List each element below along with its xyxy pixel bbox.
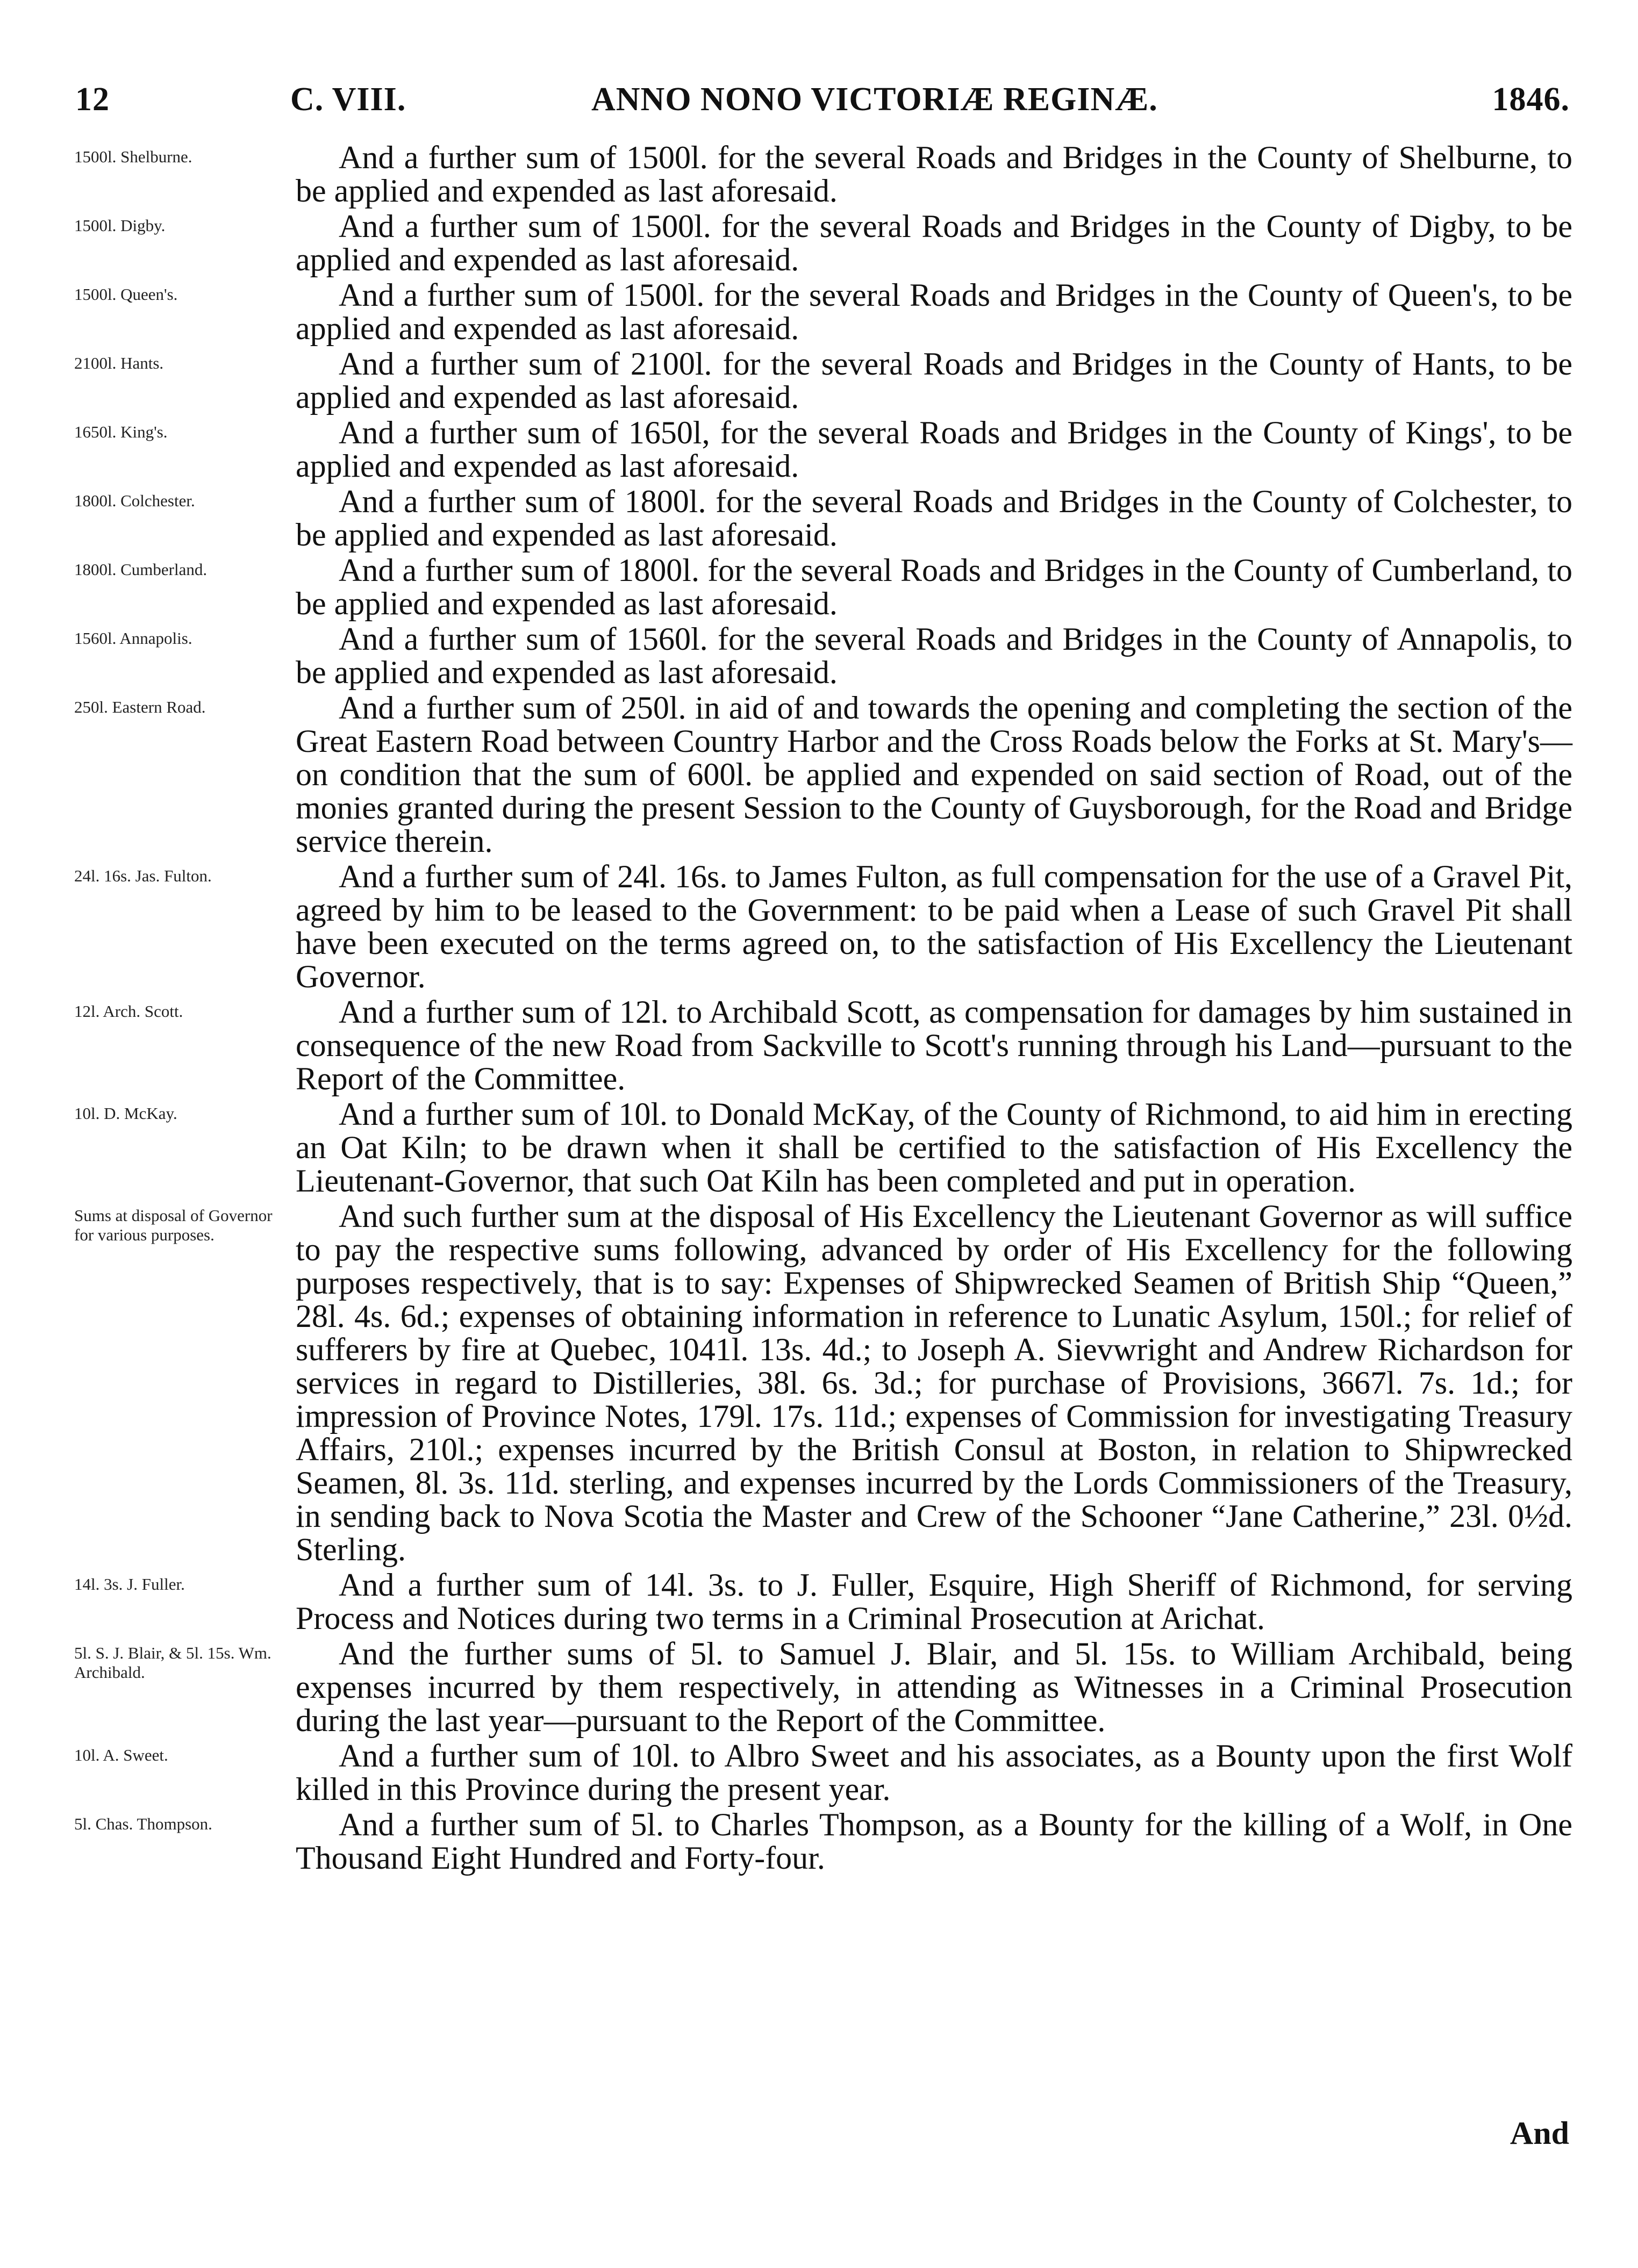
entry-hants	[0, 347, 1638, 414]
entry-text: And a further sum of 1800l. for the several Roads and Bridges in the County of Colchester, to be applied and expended as last aforesaid.	[296, 484, 1572, 552]
entry-text: And a further sum of 14l. 3s. to J. Fuller, Esquire, High Sheriff of Richmond, for serving Process and Notices during two terms in a Criminal Prosecution at Arichat.	[296, 1567, 1572, 1636]
margin-note: 12l. Arch. Scott.	[74, 1002, 183, 1021]
margin-note: 1800l. Colchester.	[74, 491, 195, 510]
margin-note: 5l. S. J. Blair, & 5l. 15s. Wm. Archibald.	[74, 1643, 271, 1682]
margin-note: 1500l. Queen's.	[74, 285, 178, 304]
margin-note: 1500l. Shelburne.	[74, 147, 192, 166]
entry-text: And a further sum of 24l. 16s. to James Fulton, as full compensation for the use of a Gravel Pit, agreed by him to be leased to the Government: to be paid when a Lease of such Gravel Pit shall have been executed on the terms agreed on, to the satisfaction of His Excellency the Lieutenant Governor.	[296, 859, 1572, 994]
entry-d-mckay	[0, 1097, 1638, 1197]
entry-text: And such further sum at the disposal of His Excellency the Lieutenant Governor as will suffice to pay the respective sums following, advanced by order of His Excellency for the following purposes respectively, that is to say: Expenses of Shipwrecked Seamen of British Ship “Queen,” 28l. 4s. 6d.; expenses of obtaining information in reference to Lunatic Asylum, 150l.; for relief of sufferers by fire at Quebec, 1041l. 13s. 4d.; to Joseph A. Sievwright and Andrew Richardson for services in regard to Distilleries, 38l. 6s. 3d.; for purchase of Provisions, 3667l. 7s. 1d.; for impression of Province Notes, 179l. 17s. 11d.; expenses of Commission for investigating Treasury Affairs, 210l.; expenses incurred by the British Consul at Boston, in relation to Shipwrecked Seamen, 8l. 3s. 11d. sterling, and expenses incurred by the Lords Commissioners of the Treasury, in sending back to Nova Scotia the Master and Crew of the Schooner “Jane Catherine,” 23l. 0½d. Sterling.	[296, 1198, 1572, 1567]
margin-note: 1650l. King's.	[74, 422, 168, 441]
entry-annapolis	[0, 622, 1638, 689]
margin-note: 5l. Chas. Thompson.	[74, 1814, 212, 1833]
entry-eastern-road	[0, 691, 1638, 858]
catchword: And	[1510, 2115, 1569, 2151]
entry-text: And a further sum of 10l. to Donald McKay, of the County of Richmond, to aid him in erecting an Oat Kiln; to be drawn when it shall be certified to the satisfaction of His Excellency the Lieutenant-Governor, that such Oat Kiln has been completed and put in operation.	[296, 1096, 1572, 1198]
margin-note: 1800l. Cumberland.	[74, 560, 208, 579]
entry-text: And a further sum of 1800l. for the several Roads and Bridges in the County of Cumberland, to be applied and expended as last aforesaid.	[296, 552, 1572, 621]
entry-shelburne	[0, 141, 1638, 207]
page-number: 12	[75, 81, 110, 118]
margin-note: 1560l. Annapolis.	[74, 629, 192, 648]
entry-text: And a further sum of 10l. to Albro Sweet and his associates, as a Bounty upon the first Wolf killed in this Province during the present year.	[296, 1738, 1572, 1807]
margin-note: 1500l. Digby.	[74, 216, 166, 235]
entry-cumberland	[0, 554, 1638, 620]
entry-text: And a further sum of 1500l. for the several Roads and Bridges in the County of Shelburne, to be applied and expended as last aforesaid.	[296, 140, 1572, 209]
margin-note: 24l. 16s. Jas. Fulton.	[74, 866, 212, 885]
margin-note: 2100l. Hants.	[74, 354, 164, 372]
entry-j-fuller	[0, 1568, 1638, 1635]
entry-colchester	[0, 485, 1638, 551]
entry-text: And a further sum of 1560l. for the several Roads and Bridges in the County of Annapolis, to be applied and expended as last aforesaid.	[296, 621, 1572, 690]
chapter-number: C. VIII.	[290, 81, 406, 118]
margin-note: Sums at disposal of Governor for various purposes.	[74, 1206, 273, 1244]
entry-chas-thompson	[0, 1808, 1638, 1875]
entries-list	[0, 141, 1638, 1877]
entry-arch-scott	[0, 995, 1638, 1095]
entry-text: And a further sum of 1500l. for the several Roads and Bridges in the County of Digby, to be applied and expended as last aforesaid.	[296, 209, 1572, 277]
running-header	[75, 81, 1570, 129]
entry-blair-archibald	[0, 1637, 1638, 1737]
entry-text: And a further sum of 250l. in aid of and towards the opening and completing the section of the Great Eastern Road between Country Harbor and the Cross Roads below the Forks at St. Mary's—on condition that the sum of 600l. be applied and expended on said section of Road, out of the monies granted during the present Session to the County of Guysborough, for the Road and Bridge service therein.	[296, 690, 1572, 859]
entry-text: And a further sum of 1500l. for the several Roads and Bridges in the County of Queen's, to be applied and expended as last aforesaid.	[296, 277, 1572, 346]
entry-governor-sums	[0, 1200, 1638, 1566]
entry-queens	[0, 278, 1638, 345]
margin-note: 250l. Eastern Road.	[74, 698, 206, 716]
entry-jas-fulton	[0, 860, 1638, 993]
entry-kings	[0, 416, 1638, 483]
entry-text: And a further sum of 1650l, for the several Roads and Bridges in the County of Kings', to be applied and expended as last aforesaid.	[296, 415, 1572, 484]
entry-text: And a further sum of 2100l. for the several Roads and Bridges in the County of Hants, to be applied and expended as last aforesaid.	[296, 346, 1572, 415]
header-year: 1846.	[1492, 81, 1570, 118]
entry-text: And a further sum of 5l. to Charles Thompson, as a Bounty for the killing of a Wolf, in One Thousand Eight Hundred and Forty-four.	[296, 1807, 1572, 1876]
margin-note: 10l. D. McKay.	[74, 1104, 177, 1123]
margin-note: 10l. A. Sweet.	[74, 1746, 168, 1764]
entry-a-sweet	[0, 1739, 1638, 1806]
margin-note: 14l. 3s. J. Fuller.	[74, 1575, 185, 1594]
entry-text: And a further sum of 12l. to Archibald Scott, as compensation for damages by him sustained in consequence of the new Road from Sackville to Scott's running through his Land—pursuant to the Report of the Committee.	[296, 994, 1572, 1096]
entry-digby	[0, 210, 1638, 276]
entry-text: And the further sums of 5l. to Samuel J. Blair, and 5l. 15s. to William Archibald, being expenses incurred by them respectively, in attending as Witnesses in a Criminal Prosecution during the last year—pursuant to the Report of the Committee.	[296, 1636, 1572, 1738]
page-title: ANNO NONO VICTORIÆ REGINÆ.	[591, 81, 1158, 118]
